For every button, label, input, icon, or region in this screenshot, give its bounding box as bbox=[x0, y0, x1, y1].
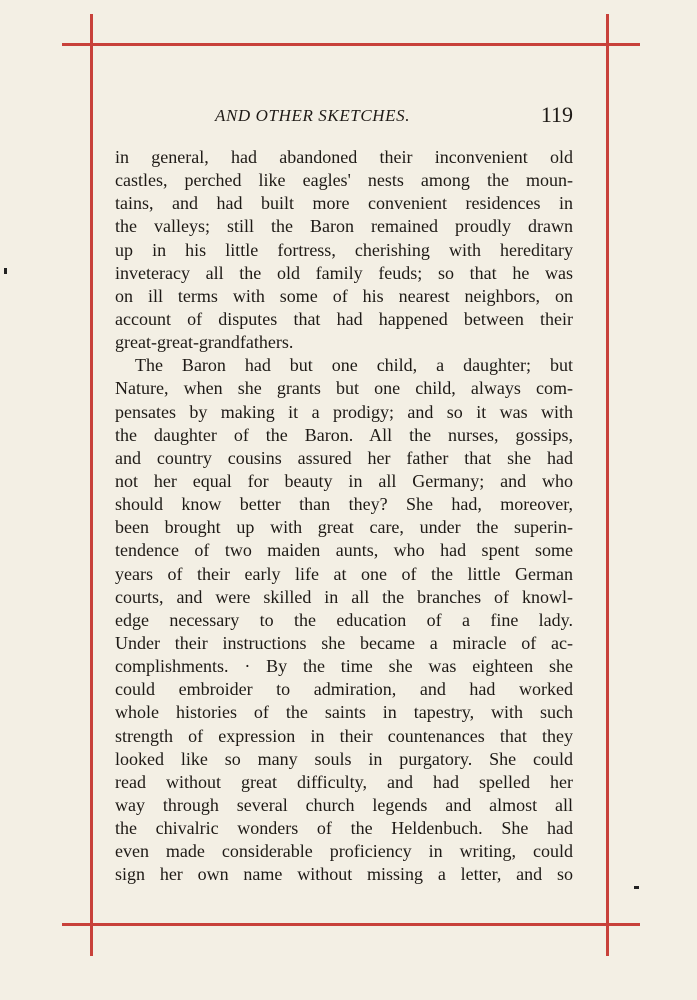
text-line: the valleys; still the Baron remained proudly drawn bbox=[115, 216, 573, 237]
text-line: castles, perched like eagles' nests among the moun- bbox=[115, 170, 573, 191]
text-line: in general, had abandoned their inconvenient old bbox=[115, 147, 573, 167]
text-line: strength of expression in their countenances that they bbox=[115, 725, 573, 746]
text-line: years of their early life at one of the little German bbox=[115, 563, 573, 584]
page-number: 119 bbox=[540, 102, 573, 127]
text-line: edge necessary to the education of a fine lady. bbox=[115, 609, 573, 630]
text-line: read without great difficulty, and had spelled her bbox=[115, 771, 573, 792]
text-line: looked like so many souls in purgatory. She could bbox=[115, 748, 573, 769]
body-text bbox=[115, 146, 573, 887]
margin-mark-left bbox=[4, 268, 7, 274]
text-line: Under their instructions she became a miracle of ac- bbox=[115, 632, 573, 653]
text-line: even made considerable proficiency in writing, could bbox=[115, 841, 573, 862]
text-line: great-great-grandfathers. bbox=[115, 332, 294, 353]
text-line: could embroider to admiration, and had worked bbox=[115, 679, 573, 700]
text-line: up in his little fortress, cherishing with hereditary bbox=[115, 239, 573, 260]
text-line: sign her own name without missing a letter, and so bbox=[115, 864, 573, 885]
text-line: courts, and were skilled in all the branches of knowl- bbox=[115, 586, 573, 607]
text-line: on ill terms with some of his nearest neighbors, on bbox=[115, 285, 573, 306]
text-line: Nature, when she grants but one child, always com- bbox=[115, 378, 573, 399]
text-line: been brought up with great care, under the superin- bbox=[115, 517, 573, 538]
text-line: tains, and had built more convenient residences in bbox=[115, 193, 573, 214]
text-line: whole histories of the saints in tapestry, with such bbox=[115, 702, 573, 723]
text-line: should know better than they? She had, moreover, bbox=[115, 494, 573, 515]
text-line: pensates by making it a prodigy; and so it was with bbox=[115, 401, 573, 422]
running-head: AND OTHER SKETCHES. bbox=[215, 106, 411, 125]
margin-mark-right bbox=[634, 886, 639, 889]
text-line: account of disputes that had happened between their bbox=[115, 308, 573, 329]
text-line: The Baron had but one child, a daughter; but bbox=[135, 355, 573, 376]
text-line: and country cousins assured her father that she had bbox=[115, 447, 573, 468]
border-rule-bottom bbox=[62, 923, 640, 926]
border-rule-left bbox=[90, 14, 93, 956]
text-line: the daughter of the Baron. All the nurses, gossips, bbox=[115, 424, 573, 445]
border-rule-right bbox=[606, 14, 609, 956]
text-line: not her equal for beauty in all Germany; and who bbox=[115, 470, 573, 491]
page-header bbox=[115, 100, 573, 134]
text-line: tendence of two maiden aunts, who had spent some bbox=[115, 540, 573, 561]
border-rule-top bbox=[62, 43, 640, 46]
text-line: complishments. · By the time she was eighteen she bbox=[115, 656, 573, 677]
text-line: way through several church legends and almost all bbox=[115, 794, 573, 815]
text-line: the chivalric wonders of the Heldenbuch. She had bbox=[115, 818, 573, 839]
text-line: inveteracy all the old family feuds; so that he was bbox=[115, 262, 573, 283]
